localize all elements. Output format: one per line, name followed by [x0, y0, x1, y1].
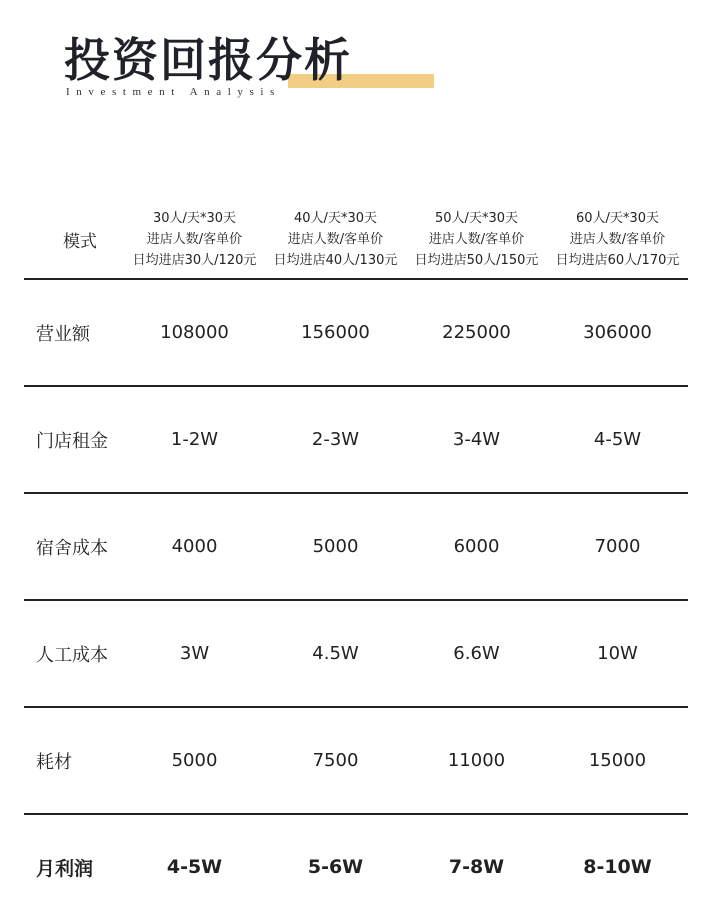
- table-cell: 6.6W: [453, 643, 500, 664]
- table-cell: 5-6W: [307, 856, 364, 878]
- column-header-line: 日均进店50人/150元: [414, 252, 539, 268]
- table-cell: 15000: [588, 750, 647, 771]
- table-cell: 4.5W: [312, 643, 359, 664]
- table-cell: 3-4W: [452, 429, 501, 450]
- table-cell: 8-10W: [583, 856, 652, 878]
- table-row: [24, 707, 688, 814]
- column-header-line: 60人/天*30天: [576, 210, 659, 226]
- page-title: 投资回报分析: [64, 33, 352, 87]
- table-cell: 5000: [171, 750, 218, 771]
- table-cell: 7-8W: [448, 856, 505, 878]
- table-cell: 11000: [447, 750, 506, 771]
- table-cell: 5000: [312, 536, 359, 557]
- column-header: [406, 200, 547, 279]
- column-header-line: 40人/天*30天: [294, 210, 377, 226]
- row-label: 人工成本: [36, 644, 108, 666]
- corner-label: 模式: [63, 231, 97, 252]
- table-row: [24, 386, 688, 493]
- table-cell: 225000: [442, 322, 511, 343]
- row-label: 营业额: [36, 323, 90, 345]
- column-header: [265, 200, 406, 279]
- table-cell: 7500: [312, 750, 359, 771]
- table-row-total: [24, 814, 688, 919]
- table-cell: 2-3W: [311, 429, 360, 450]
- row-label: 月利润: [36, 857, 94, 880]
- table-cell: 4-5W: [593, 429, 642, 450]
- header-row: [24, 200, 688, 279]
- table-row: [24, 493, 688, 600]
- table-row: [24, 279, 688, 386]
- column-header: [547, 200, 688, 279]
- table-row: [24, 600, 688, 707]
- investment-table: [24, 200, 688, 919]
- row-label: 宿舍成本: [36, 537, 108, 559]
- row-label: 耗材: [36, 751, 72, 773]
- title-block: [64, 32, 384, 104]
- table-cell: 156000: [301, 322, 370, 343]
- column-header-line: 进店人数/客单价: [428, 231, 525, 247]
- column-header-line: 日均进店60人/170元: [555, 252, 680, 268]
- page-subtitle: Investment Analysis: [66, 86, 281, 98]
- column-header-line: 日均进店40人/130元: [273, 252, 398, 268]
- column-header: [124, 200, 265, 279]
- column-header-line: 进店人数/客单价: [146, 231, 243, 247]
- column-header-line: 50人/天*30天: [435, 210, 518, 226]
- table-cell: 6000: [453, 536, 500, 557]
- row-label: 门店租金: [36, 430, 108, 452]
- column-header-line: 30人/天*30天: [153, 210, 236, 226]
- table-cell: 10W: [597, 643, 638, 664]
- column-header-line: 进店人数/客单价: [569, 231, 666, 247]
- table-cell: 4-5W: [166, 856, 223, 878]
- table-cell: 3W: [179, 643, 210, 664]
- column-header-line: 进店人数/客单价: [287, 231, 384, 247]
- table-cell: 7000: [594, 536, 641, 557]
- table-cell: 1-2W: [170, 429, 219, 450]
- table-cell: 306000: [583, 322, 652, 343]
- table-cell: 4000: [171, 536, 218, 557]
- column-header-line: 日均进店30人/120元: [132, 252, 257, 268]
- table-cell: 108000: [160, 322, 229, 343]
